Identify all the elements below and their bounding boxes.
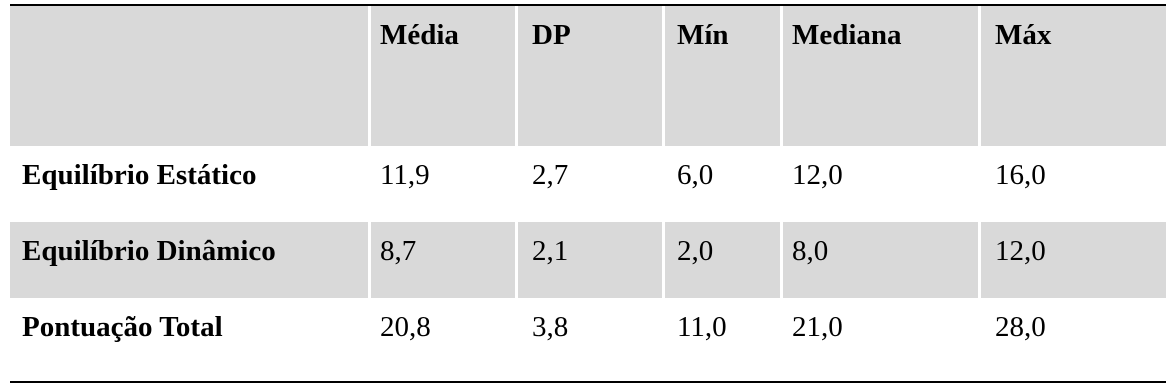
cell-dp: 2,7 [532, 159, 569, 191]
header-min: Mín [677, 19, 729, 51]
column-separator [368, 6, 371, 146]
cell-mediana: 8,0 [792, 235, 829, 267]
row-label: Equilíbrio Estático [22, 159, 257, 191]
column-separator [368, 222, 371, 298]
header-dp: DP [532, 19, 571, 51]
column-separator [662, 222, 665, 298]
table-row [10, 298, 1166, 381]
column-separator [780, 6, 783, 146]
row-label: Equilíbrio Dinâmico [22, 235, 276, 267]
cell-max: 12,0 [995, 235, 1046, 267]
cell-max: 28,0 [995, 311, 1046, 343]
column-separator [978, 6, 981, 146]
table-row [10, 222, 1166, 298]
cell-max: 16,0 [995, 159, 1046, 191]
cell-dp: 2,1 [532, 235, 569, 267]
cell-media: 8,7 [380, 235, 417, 267]
cell-min: 6,0 [677, 159, 714, 191]
header-media: Média [380, 19, 459, 51]
cell-min: 2,0 [677, 235, 714, 267]
header-max: Máx [995, 19, 1052, 51]
column-separator [515, 6, 518, 146]
cell-mediana: 12,0 [792, 159, 843, 191]
column-separator [780, 222, 783, 298]
row-label: Pontuação Total [22, 311, 223, 343]
cell-mediana: 21,0 [792, 311, 843, 343]
statistics-table [10, 0, 1166, 389]
cell-dp: 3,8 [532, 311, 569, 343]
table-row [10, 146, 1166, 222]
column-separator [978, 222, 981, 298]
cell-media: 11,9 [380, 159, 430, 191]
header-mediana: Mediana [792, 19, 902, 51]
cell-min: 11,0 [677, 311, 727, 343]
cell-media: 20,8 [380, 311, 431, 343]
table-header-row [10, 6, 1166, 146]
table-bottom-rule [10, 381, 1166, 383]
column-separator [515, 222, 518, 298]
column-separator [662, 6, 665, 146]
